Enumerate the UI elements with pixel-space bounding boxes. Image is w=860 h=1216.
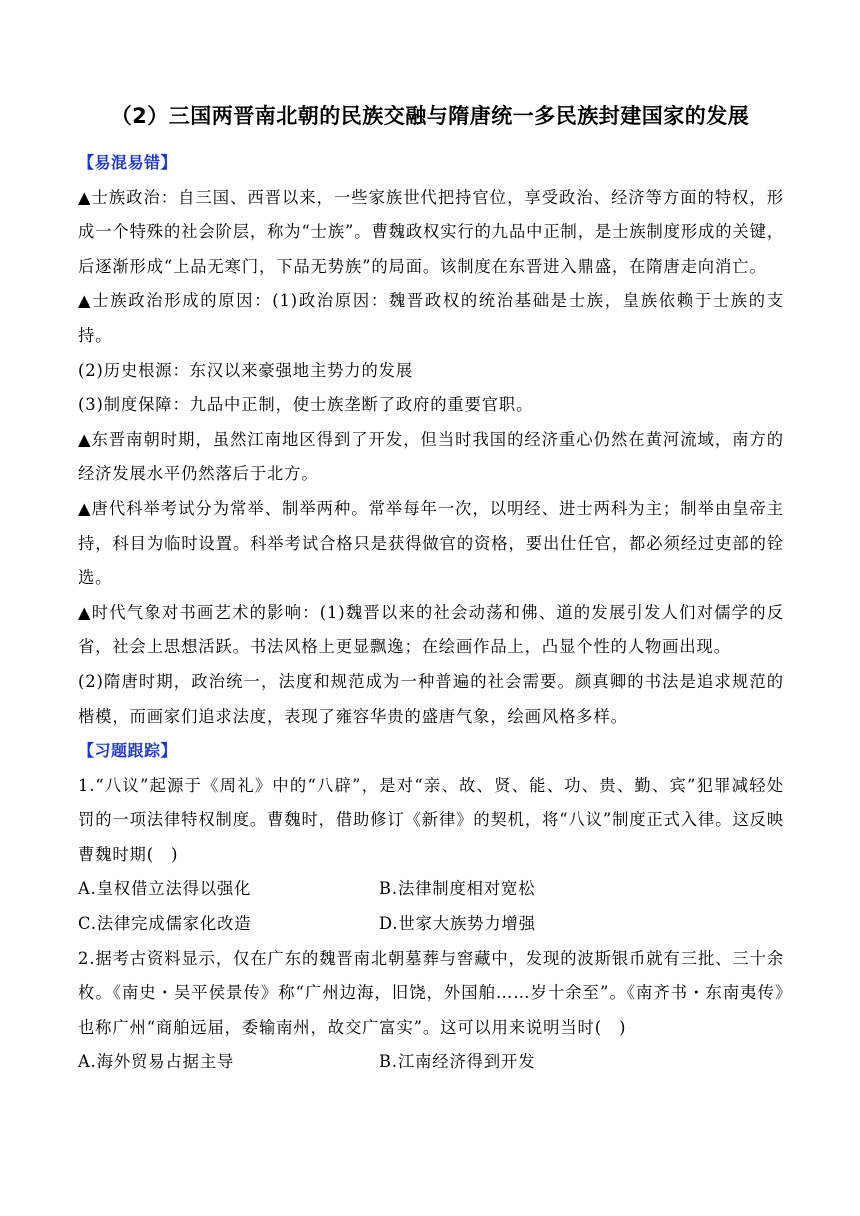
option-d: D.世家大族势力增强 — [379, 914, 536, 934]
knowledge-point: ▲东晋南朝时期，虽然江南地区得到了开发，但当时我国的经济重心仍然在黄河流域，南方的经济发展水平仍然落后于北方。 — [78, 429, 784, 484]
question-stem: 1.“八议”起源于《周礼》中的“八辟”，是对“亲、故、贤、能、功、贵、勤、宾”犯罪减轻处罚的一项法律特权制度。曹魏时，借助修订《新律》的契机，将“八议”制度正式入律。这反映曹魏时期( ) — [78, 775, 784, 864]
knowledge-point: ▲士族政治形成的原因：(1)政治原因：魏晋政权的统治基础是士族，皇族依赖于士族的支持。 — [78, 291, 784, 345]
page-title: （2）三国两晋南北朝的民族交融与隋唐统一多民族封建国家的发展 — [110, 104, 750, 128]
options-row — [78, 872, 784, 907]
option-a: A.皇权借立法得以强化 — [78, 879, 252, 899]
option-b: B.江南经济得到开发 — [379, 1052, 536, 1072]
section-header-confusing: 【易混易错】 — [78, 153, 178, 172]
knowledge-point: ▲士族政治：自三国、西晋以来，一些家族世代把持官位，享受政治、经济等方面的特权，形成一个特殊的社会阶层，称为“士族”。曹魏政权实行的九品中正制，是士族制度形成的关键，后逐渐形成“上品无寒门，下品无势族”的局面。该制度在东晋进入鼎盛，在隋唐走向消亡。 — [78, 187, 784, 276]
options-row — [78, 907, 784, 942]
section-header-practice: 【习题跟踪】 — [78, 741, 178, 761]
option-a: A.海外贸易占据主导 — [78, 1052, 235, 1072]
document-body — [78, 146, 784, 1080]
knowledge-point: ▲时代气象对书画艺术的影响：(1)魏晋以来的社会动荡和佛、道的发展引发人们对儒学的反省，社会上思想活跃。书法风格上更显飘逸；在绘画作品上，凸显个性的人物画出现。 — [78, 602, 784, 657]
options-row — [78, 1045, 784, 1080]
knowledge-point: (2)隋唐时期，政治统一，法度和规范成为一种普遍的社会需要。颜真卿的书法是追求规范的楷模，而画家们追求法度，表现了雍容华贵的盛唐气象，绘画风格多样。 — [78, 671, 784, 726]
option-b: B.法律制度相对宽松 — [379, 879, 536, 899]
knowledge-point: ▲唐代科举考试分为常举、制举两种。常举每年一次，以明经、进士两科为主；制举由皇帝主持，科目为临时设置。科举考试合格只是获得做官的资格，要出仕任官，都必须经过吏部的铨选。 — [78, 498, 784, 588]
option-c: C.法律完成儒家化改造 — [78, 914, 252, 934]
knowledge-point: (3)制度保障：九品中正制，使士族垄断了政府的重要官职。 — [78, 395, 534, 415]
question-stem: 2.据考古资料显示，仅在广东的魏晋南北朝墓葬与窖藏中，发现的波斯银币就有三批、三十余枚。《南史・吴平侯景传》称“广州边海，旧饶，外国舶……岁十余至”。《南齐书・东南夷传》也称广州“商舶远届，委输南州，故交广富实”。这可以用来说明当时( ) — [78, 948, 784, 1037]
knowledge-point: (2)历史根源：东汉以来豪强地主势力的发展 — [78, 360, 414, 380]
